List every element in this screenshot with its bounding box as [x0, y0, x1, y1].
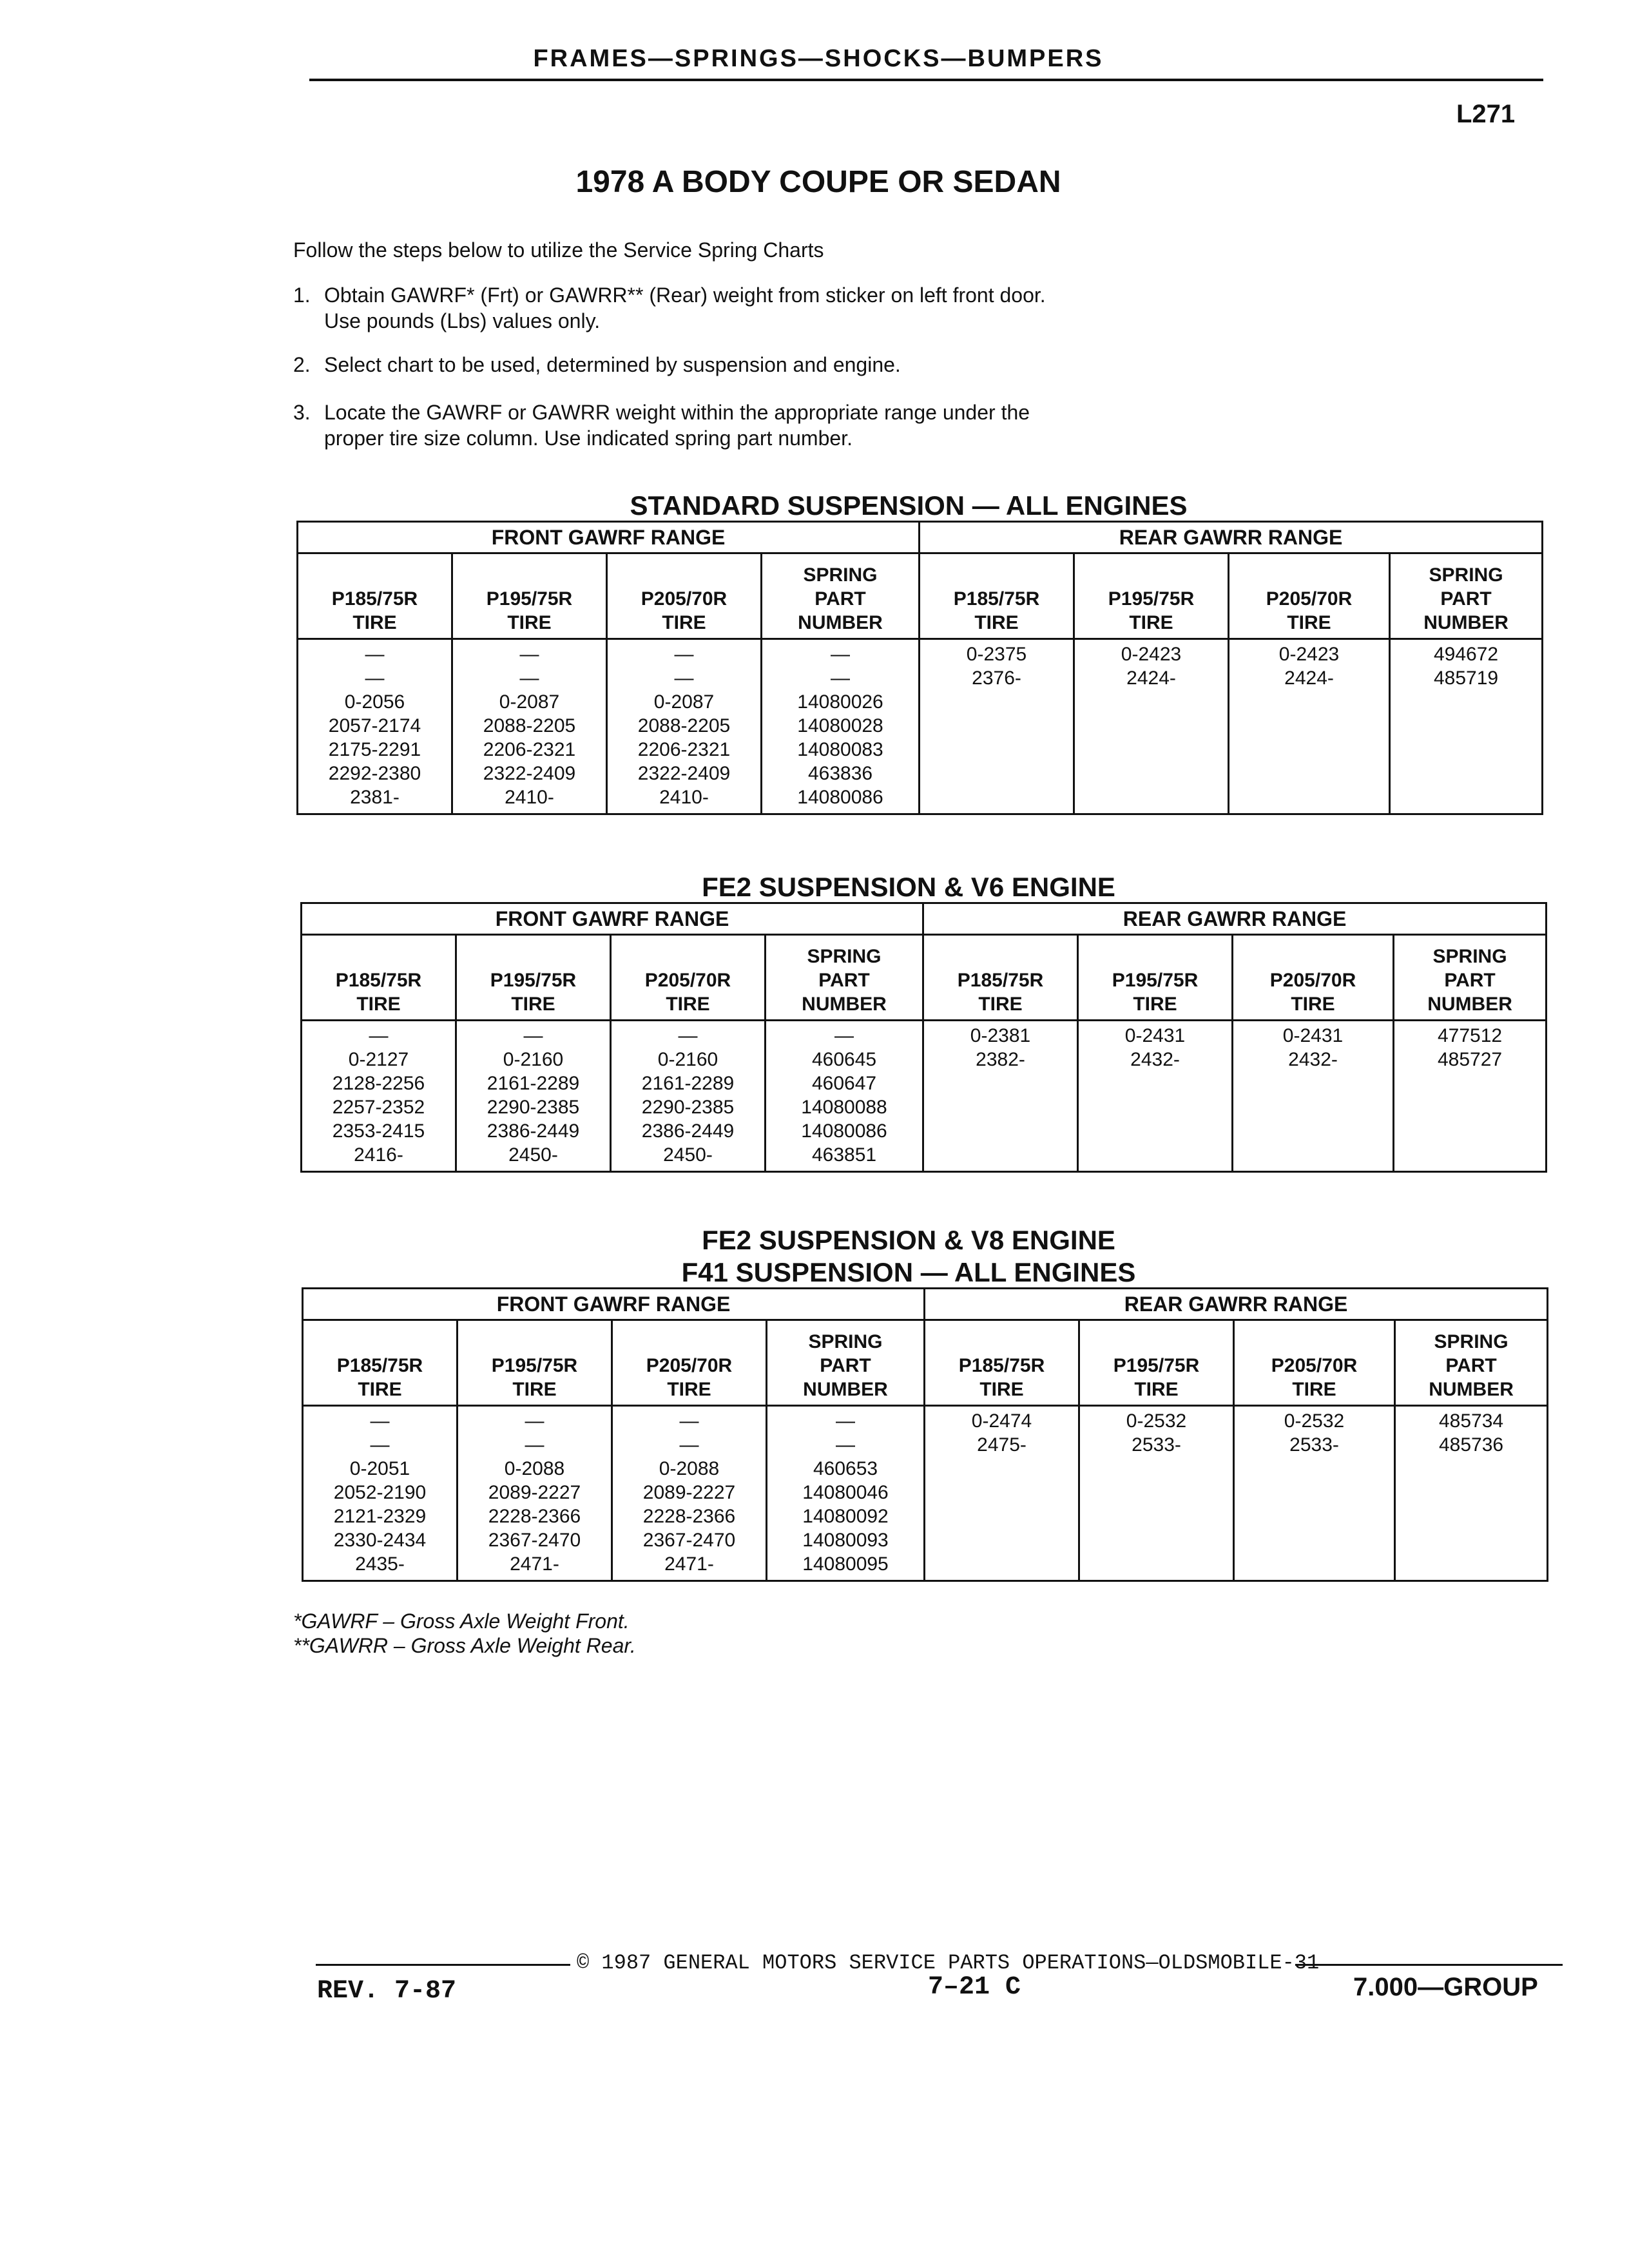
spring-chart-fe2-v8-f41: [302, 1287, 1548, 1582]
range-value: —: [370, 1410, 390, 1432]
range-value: 2206-2321: [637, 739, 731, 760]
col-header-rear-spring-part: [1390, 553, 1543, 639]
range-value: —: [834, 1025, 854, 1046]
range-value: —: [836, 1410, 855, 1432]
column-header-text: PART: [815, 588, 866, 610]
step-number: 1.: [293, 284, 311, 307]
range-value: 2290-2385: [641, 1097, 735, 1118]
range-value: 2533-: [1132, 1434, 1181, 1456]
column-header-text: PART: [1444, 970, 1496, 991]
column-header-text: P185/75R: [957, 970, 1044, 991]
range-value: 2450-: [508, 1144, 558, 1166]
data-cell-front-p205-70r: [611, 1021, 766, 1172]
col-header-rear-p195-75r: [1074, 553, 1229, 639]
range-value: 14080026: [797, 691, 883, 713]
column-header-text: P185/75R: [335, 970, 422, 991]
range-value: 0-2127: [348, 1049, 409, 1070]
column-header-row: [303, 1320, 1548, 1406]
range-value: 2367-2470: [642, 1530, 736, 1551]
column-header-text: SPRING: [1429, 564, 1503, 586]
data-cell-rear-spring-part: [1395, 1406, 1548, 1581]
column-header-text: P205/70R: [1271, 1355, 1358, 1376]
range-value: 2161-2289: [641, 1073, 735, 1094]
range-value: 460645: [811, 1049, 877, 1070]
footer-revision: REV. 7-87: [317, 1977, 457, 2006]
range-value: 2257-2352: [332, 1097, 425, 1118]
column-header-text: P205/70R: [644, 970, 731, 991]
column-header-text: P185/75R: [958, 1355, 1045, 1376]
col-header-front-p205-70r: [612, 1320, 767, 1406]
range-value: —: [679, 1434, 699, 1456]
range-value: —: [365, 644, 385, 665]
range-value: 2161-2289: [487, 1073, 580, 1094]
range-value: 2353-2415: [332, 1120, 425, 1142]
column-header-text: P205/70R: [1269, 970, 1356, 991]
range-value: 2052-2190: [333, 1482, 427, 1503]
col-header-front-p185-75r: [298, 553, 452, 639]
range-value: —: [836, 1434, 855, 1456]
range-value: 0-2051: [349, 1458, 410, 1479]
page-code: L271: [1456, 100, 1516, 128]
column-header-text: TIRE: [662, 612, 706, 633]
data-cell-rear-p185-75r: [920, 639, 1074, 814]
data-cell-rear-p195-75r: [1074, 639, 1229, 814]
range-value: —: [679, 1410, 699, 1432]
data-cell-rear-spring-part: [1394, 1021, 1547, 1172]
chart-title-line: FE2 SUSPENSION & V6 ENGINE: [702, 872, 1115, 902]
range-value: —: [831, 644, 850, 665]
range-value: 14080083: [797, 739, 883, 760]
column-header-text: TIRE: [1133, 994, 1177, 1015]
group-header-row: [302, 903, 1547, 935]
range-value: 0-2088: [504, 1458, 565, 1479]
data-cell-rear-p205-70r: [1233, 1021, 1394, 1172]
range-value: 0-2087: [499, 691, 560, 713]
col-header-front-p195-75r: [458, 1320, 612, 1406]
col-header-rear-p185-75r: [920, 553, 1074, 639]
range-value: 460653: [813, 1458, 878, 1479]
range-value: —: [523, 1025, 543, 1046]
column-header-text: NUMBER: [1427, 994, 1512, 1015]
range-value: 0-2087: [653, 691, 715, 713]
spring-chart-fe2-v6: [300, 902, 1547, 1173]
footer-copyright: © 1987 GENERAL MOTORS SERVICE PARTS OPERATIONS—OLDSMOBILE-31: [577, 1951, 1320, 1975]
column-header-text: P205/70R: [641, 588, 728, 610]
data-cell-rear-p195-75r: [1078, 1021, 1233, 1172]
col-header-rear-p195-75r: [1079, 1320, 1234, 1406]
range-value: —: [831, 668, 850, 689]
footer-rule-right: [1295, 1964, 1563, 1966]
column-header-text: PART: [818, 970, 870, 991]
range-value: 14080093: [802, 1530, 889, 1551]
col-header-rear-p205-70r: [1233, 935, 1394, 1021]
data-cell-rear-p205-70r: [1229, 639, 1390, 814]
front-group-header: FRONT GAWRF RANGE: [298, 522, 920, 553]
range-value: 0-2532: [1126, 1410, 1187, 1432]
range-value: 2432-: [1130, 1049, 1180, 1070]
col-header-rear-p195-75r: [1078, 935, 1233, 1021]
range-value: 2435-: [355, 1553, 405, 1575]
col-header-front-p195-75r: [452, 553, 607, 639]
column-header-text: P185/75R: [953, 588, 1040, 610]
column-header-text: P195/75R: [490, 970, 577, 991]
column-header-text: TIRE: [352, 612, 397, 633]
data-cell-front-p185-75r: [298, 639, 452, 814]
range-value: 485734: [1438, 1410, 1504, 1432]
column-header-text: PART: [1440, 588, 1492, 610]
range-value: 2175-2291: [328, 739, 421, 760]
range-value: 2432-: [1288, 1049, 1338, 1070]
column-header-text: P205/70R: [646, 1355, 733, 1376]
column-header-text: TIRE: [358, 1379, 402, 1400]
column-header-text: P195/75R: [491, 1355, 578, 1376]
step-text: Locate the GAWRF or GAWRR weight within the appropriate range under the proper tire size column. Use indicated spring part number.: [324, 401, 1030, 450]
chart-title-line: STANDARD SUSPENSION — ALL ENGINES: [630, 490, 1188, 521]
col-header-front-p185-75r: [302, 935, 456, 1021]
col-header-rear-p205-70r: [1229, 553, 1390, 639]
column-header-text: TIRE: [666, 994, 710, 1015]
range-value: 485727: [1437, 1049, 1503, 1070]
range-value: 2228-2366: [642, 1506, 736, 1527]
column-header-text: TIRE: [1291, 994, 1335, 1015]
column-header-text: NUMBER: [802, 994, 887, 1015]
column-header-text: TIRE: [1134, 1379, 1179, 1400]
range-value: —: [525, 1410, 545, 1432]
range-value: 14080088: [801, 1097, 887, 1118]
range-value: —: [674, 644, 694, 665]
step-number: 3.: [293, 401, 311, 424]
chart-title-fe2-v6: [361, 871, 1456, 903]
range-value: 2410-: [659, 787, 709, 808]
range-value: —: [674, 668, 694, 689]
range-value: 14080086: [801, 1120, 887, 1142]
col-header-front-spring-part: [767, 1320, 925, 1406]
col-header-rear-spring-part: [1394, 935, 1547, 1021]
col-header-rear-spring-part: [1395, 1320, 1548, 1406]
range-value: —: [365, 668, 385, 689]
range-value: 2416-: [354, 1144, 403, 1166]
range-value: 2475-: [977, 1434, 1027, 1456]
range-value: 14080092: [802, 1506, 889, 1527]
range-value: 2292-2380: [328, 763, 421, 784]
range-value: 2089-2227: [642, 1482, 736, 1503]
range-value: 2424-: [1126, 668, 1176, 689]
range-value: —: [370, 1434, 390, 1456]
range-value: 0-2160: [657, 1049, 718, 1070]
range-value: 460647: [811, 1073, 877, 1094]
spring-chart-standard: [296, 521, 1543, 815]
column-header-text: TIRE: [512, 1379, 557, 1400]
col-header-front-p195-75r: [456, 935, 611, 1021]
column-header-text: TIRE: [356, 994, 401, 1015]
range-value: 14080028: [797, 715, 883, 736]
range-value: 2228-2366: [488, 1506, 581, 1527]
range-value: 0-2474: [971, 1410, 1032, 1432]
range-value: 0-2431: [1124, 1025, 1186, 1046]
range-value: 2471-: [664, 1553, 714, 1575]
range-value: 477512: [1437, 1025, 1503, 1046]
column-header-text: NUMBER: [1423, 612, 1509, 633]
data-cell-front-p185-75r: [302, 1021, 456, 1172]
range-value: 2290-2385: [487, 1097, 580, 1118]
column-header-text: SPRING: [1432, 946, 1507, 967]
range-value: 2386-2449: [641, 1120, 735, 1142]
data-row: [298, 639, 1543, 814]
step-1: [293, 282, 1066, 334]
range-value: 0-2381: [970, 1025, 1031, 1046]
range-value: 2322-2409: [483, 763, 576, 784]
data-cell-rear-spring-part: [1390, 639, 1543, 814]
range-value: 14080086: [797, 787, 883, 808]
col-header-front-p185-75r: [303, 1320, 458, 1406]
range-value: 0-2160: [503, 1049, 564, 1070]
column-header-text: P195/75R: [1112, 970, 1199, 991]
data-cell-rear-p205-70r: [1234, 1406, 1395, 1581]
section-header: FRAMES—SPRINGS—SHOCKS—BUMPERS: [533, 45, 1104, 72]
column-header-text: PART: [820, 1355, 871, 1376]
range-value: —: [519, 668, 539, 689]
data-cell-front-p185-75r: [303, 1406, 458, 1581]
range-value: —: [519, 644, 539, 665]
range-value: 0-2532: [1284, 1410, 1345, 1432]
range-value: 2381-: [350, 787, 400, 808]
col-header-front-p205-70r: [607, 553, 762, 639]
column-header-text: SPRING: [803, 564, 878, 586]
range-value: 2206-2321: [483, 739, 576, 760]
data-row: [302, 1021, 1547, 1172]
col-header-front-spring-part: [766, 935, 923, 1021]
data-cell-rear-p185-75r: [923, 1021, 1078, 1172]
range-value: 0-2423: [1121, 644, 1182, 665]
range-value: 2128-2256: [332, 1073, 425, 1094]
range-value: 463851: [811, 1144, 877, 1166]
data-cell-front-p205-70r: [612, 1406, 767, 1581]
front-group-header: FRONT GAWRF RANGE: [302, 903, 923, 935]
range-value: 14080095: [802, 1553, 889, 1575]
col-header-front-p205-70r: [611, 935, 766, 1021]
column-header-text: P185/75R: [336, 1355, 423, 1376]
group-header-row: [303, 1289, 1548, 1320]
column-header-text: TIRE: [974, 612, 1019, 633]
col-header-front-spring-part: [762, 553, 920, 639]
footnote-gawrf: *GAWRF – Gross Axle Weight Front.: [293, 1610, 630, 1633]
intro-text: Follow the steps below to utilize the Service Spring Charts: [293, 238, 824, 262]
column-header-text: TIRE: [978, 994, 1023, 1015]
range-value: 0-2431: [1282, 1025, 1344, 1046]
range-value: 2533-: [1289, 1434, 1339, 1456]
footnote-gawrr: **GAWRR – Gross Axle Weight Rear.: [293, 1634, 636, 1657]
column-header-text: TIRE: [1129, 612, 1173, 633]
footer-group: 7.000—GROUP: [1353, 1973, 1538, 2001]
data-cell-rear-p185-75r: [925, 1406, 1079, 1581]
column-header-text: TIRE: [507, 612, 552, 633]
rear-group-header: REAR GAWRR RANGE: [920, 522, 1543, 553]
range-value: 2088-2205: [637, 715, 731, 736]
column-header-text: TIRE: [1292, 1379, 1336, 1400]
range-value: 2089-2227: [488, 1482, 581, 1503]
data-cell-front-spring-part: [766, 1021, 923, 1172]
range-value: 2386-2449: [487, 1120, 580, 1142]
step-text: Select chart to be used, determined by suspension and engine.: [324, 353, 901, 376]
column-header-text: NUMBER: [1429, 1379, 1514, 1400]
column-header-text: TIRE: [511, 994, 555, 1015]
column-header-text: SPRING: [808, 1331, 883, 1352]
footer-rule-left: [316, 1964, 570, 1966]
range-value: 463836: [807, 763, 873, 784]
chart-title-standard: [361, 490, 1456, 522]
range-value: 2382-: [976, 1049, 1025, 1070]
data-cell-front-spring-part: [762, 639, 920, 814]
data-row: [303, 1406, 1548, 1581]
column-header-text: P195/75R: [1108, 588, 1195, 610]
front-group-header: FRONT GAWRF RANGE: [303, 1289, 925, 1320]
step-3: [293, 399, 1066, 451]
range-value: 2367-2470: [488, 1530, 581, 1551]
data-cell-front-spring-part: [767, 1406, 925, 1581]
footer-page-number: 7–21 C: [928, 1973, 1021, 2002]
range-value: 2121-2329: [333, 1506, 427, 1527]
data-cell-rear-p195-75r: [1079, 1406, 1234, 1581]
column-header-text: TIRE: [667, 1379, 711, 1400]
column-header-text: SPRING: [1434, 1331, 1509, 1352]
chart-title-line: F41 SUSPENSION — ALL ENGINES: [681, 1257, 1136, 1287]
range-value: 2057-2174: [328, 715, 421, 736]
range-value: 2450-: [663, 1144, 713, 1166]
col-header-rear-p185-75r: [923, 935, 1078, 1021]
column-header-text: P195/75R: [486, 588, 573, 610]
column-header-text: TIRE: [979, 1379, 1024, 1400]
column-header-text: NUMBER: [798, 612, 883, 633]
range-value: 0-2375: [966, 644, 1027, 665]
range-value: 0-2056: [344, 691, 405, 713]
rear-group-header: REAR GAWRR RANGE: [923, 903, 1547, 935]
range-value: 2322-2409: [637, 763, 731, 784]
data-cell-front-p205-70r: [607, 639, 762, 814]
range-value: 2376-: [972, 668, 1021, 689]
step-number: 2.: [293, 353, 311, 376]
column-header-text: SPRING: [807, 946, 882, 967]
range-value: 2424-: [1284, 668, 1334, 689]
range-value: 2410-: [505, 787, 554, 808]
step-text: Obtain GAWRF* (Frt) or GAWRR** (Rear) weight from sticker on left front door. Use pounds (Lbs) values only.: [324, 284, 1046, 332]
range-value: 14080046: [802, 1482, 889, 1503]
column-header-row: [298, 553, 1543, 639]
range-value: 494672: [1433, 644, 1499, 665]
range-value: 0-2423: [1278, 644, 1340, 665]
data-cell-front-p195-75r: [456, 1021, 611, 1172]
column-header-text: NUMBER: [803, 1379, 888, 1400]
chart-title-fe2-v8-f41: [361, 1224, 1456, 1289]
range-value: 2471-: [510, 1553, 559, 1575]
column-header-text: PART: [1445, 1355, 1497, 1376]
column-header-text: P185/75R: [331, 588, 418, 610]
page-title: 1978 A BODY COUPE OR SEDAN: [575, 165, 1061, 199]
data-cell-front-p195-75r: [452, 639, 607, 814]
range-value: —: [369, 1025, 389, 1046]
column-header-text: P195/75R: [1113, 1355, 1200, 1376]
header-rule: [309, 79, 1543, 81]
chart-title-line: FE2 SUSPENSION & V8 ENGINE: [702, 1225, 1115, 1255]
range-value: 0-2088: [659, 1458, 720, 1479]
step-2: [293, 352, 1066, 378]
col-header-rear-p205-70r: [1234, 1320, 1395, 1406]
range-value: 2330-2434: [333, 1530, 427, 1551]
range-value: —: [678, 1025, 698, 1046]
range-value: 485719: [1433, 668, 1499, 689]
data-cell-front-p195-75r: [458, 1406, 612, 1581]
column-header-row: [302, 935, 1547, 1021]
rear-group-header: REAR GAWRR RANGE: [925, 1289, 1548, 1320]
column-header-text: TIRE: [1287, 612, 1331, 633]
range-value: —: [525, 1434, 545, 1456]
col-header-rear-p185-75r: [925, 1320, 1079, 1406]
group-header-row: [298, 522, 1543, 553]
range-value: 485736: [1438, 1434, 1504, 1456]
column-header-text: P205/70R: [1266, 588, 1353, 610]
range-value: 2088-2205: [483, 715, 576, 736]
